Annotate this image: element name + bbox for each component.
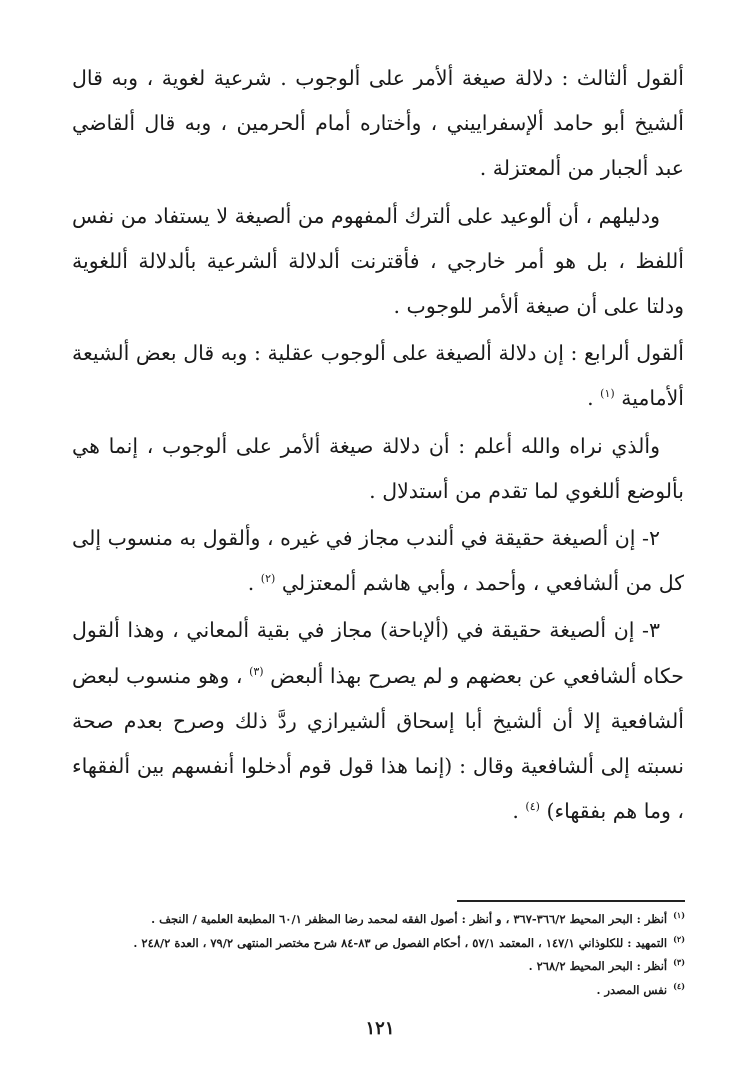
paragraph-text: ودليلهم ، أن ألوعيد على ألترك ألمفهوم من ألصيغة لا يستفاد من نفس أللفظ ، بل هو أمر خارجي ، فأقترنت ألدلالة ألشرعية بألدلالة أللغوية ودلتا على أن صيغة ألأمر للوجوب . <box>72 203 684 319</box>
paragraph-tail: . <box>247 571 261 596</box>
footnote-1 <box>151 908 685 932</box>
paragraph-text: ألقول ألرابع : إن دلالة ألصيغة على ألوجوب عقلية : وبه قال بعض ألشيعة ألأمامية <box>72 341 684 411</box>
main-text <box>72 56 684 836</box>
footnote-number: (٣) <box>673 957 685 968</box>
paragraph-item-2 <box>72 516 684 606</box>
paragraph-text: وألذي نراه والله أعلم : أن دلالة صيغة ألأمر على ألوجوب ، إنما هي بألوضع أللغوي لما تقدم من أستدلال . <box>72 433 684 503</box>
paragraph-tail: ، وهو منسوب لبعض ألشافعية إلا أن ألشيخ أبا إسحاق ألشيرازي ردَّ ذلك وصرح بعدم صحة نسبته إلى ألشافعية وقال : (إنما هذا قول قوم أدخلوا أنفسهم بين ألفقهاء ، وما هم بفقهاء) <box>72 663 684 824</box>
footnote-ref-1[interactable]: (١) <box>600 387 615 401</box>
footnote-number: (٤) <box>673 980 685 991</box>
paragraph-their-evidence <box>72 194 684 330</box>
footnote-text: أنظر : البحر المحيط ٢٦٨/٢ . <box>528 959 668 973</box>
paragraph-text: ٢- إن ألصيغة حقيقة في ألندب مجاز في غيره ، وألقول به منسوب إلى كل من ألشافعي ، وأحمد ، وأبي هاشم ألمعتزلي <box>72 526 684 596</box>
footnote-text: نفس المصدر . <box>596 982 668 997</box>
paragraph-item-3 <box>72 608 684 834</box>
footnote-number: (٢) <box>673 933 685 944</box>
footnote-text: التمهيد : للكلوذاني ١٤٧/١ ، المعتمد ٥٧/١ ، أحكام الفصول ص ٨٣-٨٤ شرح مختصر المنتهى ٧٩/٢ ، العدة ٢٤٨/٢ . <box>133 935 668 950</box>
paragraph-text: ألقول ألثالث : دلالة صيغة ألأمر على ألوجوب . شرعية لغوية ، وبه قال ألشيخ أبو حامد ألإسفراييني ، وأختاره أمام ألحرمين ، وبه قال ألقاضي عبد ألجبار من ألمعتزلة . <box>72 66 684 181</box>
footnote-ref-4[interactable]: (٤) <box>525 800 540 814</box>
footnote-number: (١) <box>673 910 685 921</box>
paragraph-author-view <box>72 424 684 514</box>
footnote-separator <box>457 900 685 902</box>
footnote-3 <box>160 955 685 979</box>
paragraph-tail: . <box>512 799 526 824</box>
paragraph-text: ٣- إن ألصيغة حقيقة في (ألإباحة) مجاز في بقية ألمعاني ، وهذا ألقول حكاه ألشافعي عن بعضهم و لم يصرح بهذا ألبعض <box>72 618 684 688</box>
footnote-ref-3[interactable]: (٣) <box>249 664 264 678</box>
footnote-text: أنظر : البحر المحيط ٣٦٦/٢-٣٦٧ ، و أنظر : أصول الفقه لمحمد رضا المظفر ٦٠/١ المطبعة العلمية / النجف . <box>151 912 668 926</box>
paragraph-third-opinion <box>72 56 684 192</box>
paragraph-tail: . <box>587 386 601 411</box>
page-number: ١٢١ <box>365 1018 395 1039</box>
footnote-4 <box>160 979 685 1003</box>
footnote-2 <box>133 932 685 956</box>
footnotes <box>133 908 685 1002</box>
footnote-ref-2[interactable]: (٢) <box>260 572 276 586</box>
paragraph-fourth-opinion <box>72 331 684 421</box>
